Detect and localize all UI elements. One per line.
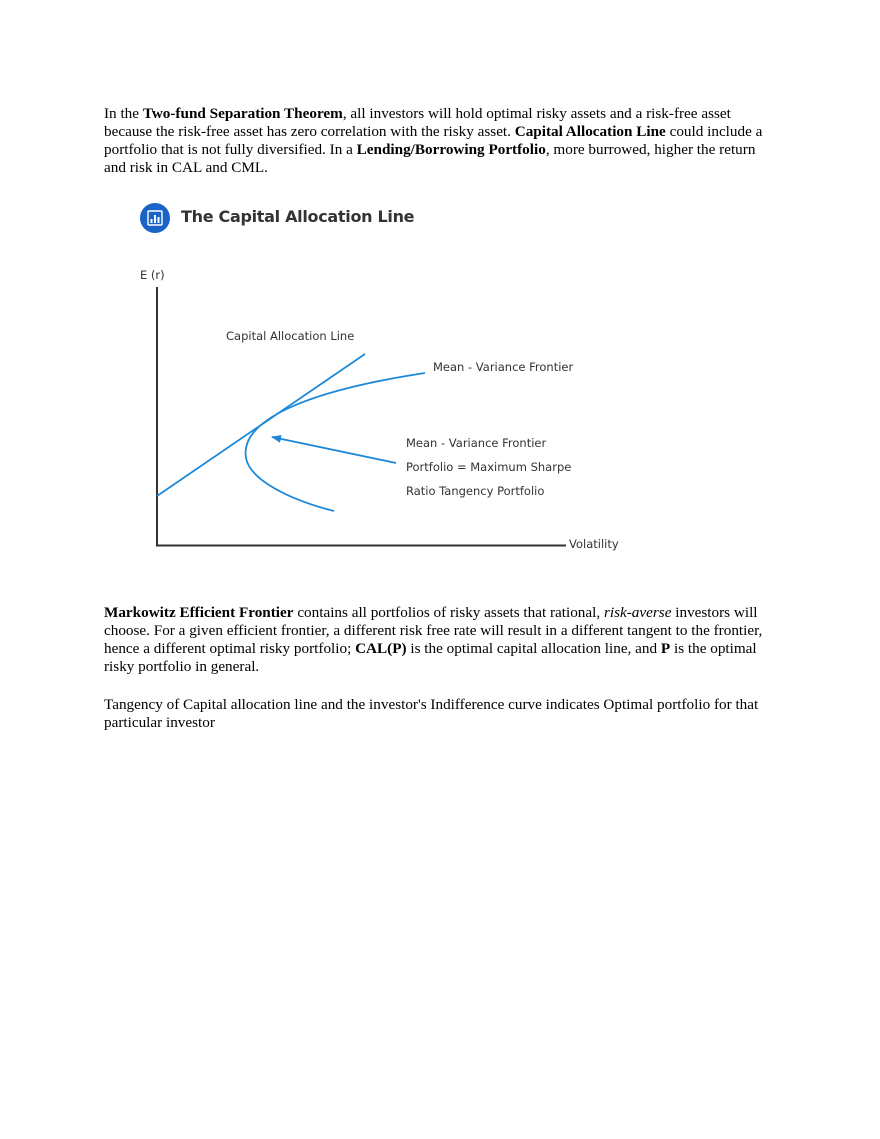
text-run: could include a portfolio that is not fully diversified. In a [104, 123, 763, 158]
bold-term: Lending/Borrowing Portfolio [356, 141, 546, 158]
intro-paragraph [104, 105, 772, 177]
text-run: In the [104, 105, 143, 122]
tangency-arrow [272, 437, 396, 463]
cal-figure [130, 196, 630, 566]
italic-term: risk-averse [603, 604, 672, 621]
bold-term: P [660, 640, 671, 657]
bold-term: Two-fund Separation Theorem [142, 105, 343, 122]
bold-term: CAL(P) [355, 640, 407, 657]
text-run: contains all portfolios of risky assets that rational, [293, 604, 604, 621]
bar-chart-icon [140, 203, 170, 233]
figure-title: The Capital Allocation Line [181, 207, 415, 226]
text-run: , all investors will hold optimal risky assets and a risk-free asset because the risk-free asset has zero correlation with the risky asset. [104, 105, 731, 140]
text-run: , more burrowed, higher the return and risk in CAL and CML. [104, 141, 756, 176]
bold-term: Markowitz Efficient Frontier [104, 604, 294, 621]
frontier-paragraph [104, 604, 772, 676]
cal-label: Capital Allocation Line [226, 329, 355, 343]
bold-term: Capital Allocation Line [514, 123, 666, 140]
mean-variance-frontier-curve [246, 373, 425, 511]
tangency-paragraph: Tangency of Capital allocation line and the investor's Indifference curve indicates Optimal portfolio for that particular investor [104, 696, 759, 731]
tangency-label-line3: Ratio Tangency Portfolio [406, 484, 545, 498]
text-run: is the optimal risky portfolio in general. [104, 640, 757, 675]
frontier-label: Mean - Variance Frontier [433, 360, 574, 374]
text-run: is the optimal capital allocation line, and [406, 640, 661, 657]
tangency-label-line2: Portfolio = Maximum Sharpe [406, 460, 572, 474]
text-run: investors will choose. For a given efficient frontier, a different risk free rate will result in a different tangent to the frontier, hence a different optimal risky portfolio; [104, 604, 763, 657]
y-axis-label: E (r) [140, 268, 165, 282]
tangency-label-line1: Mean - Variance Frontier [406, 436, 547, 450]
x-axis-label: Volatility [569, 537, 619, 551]
